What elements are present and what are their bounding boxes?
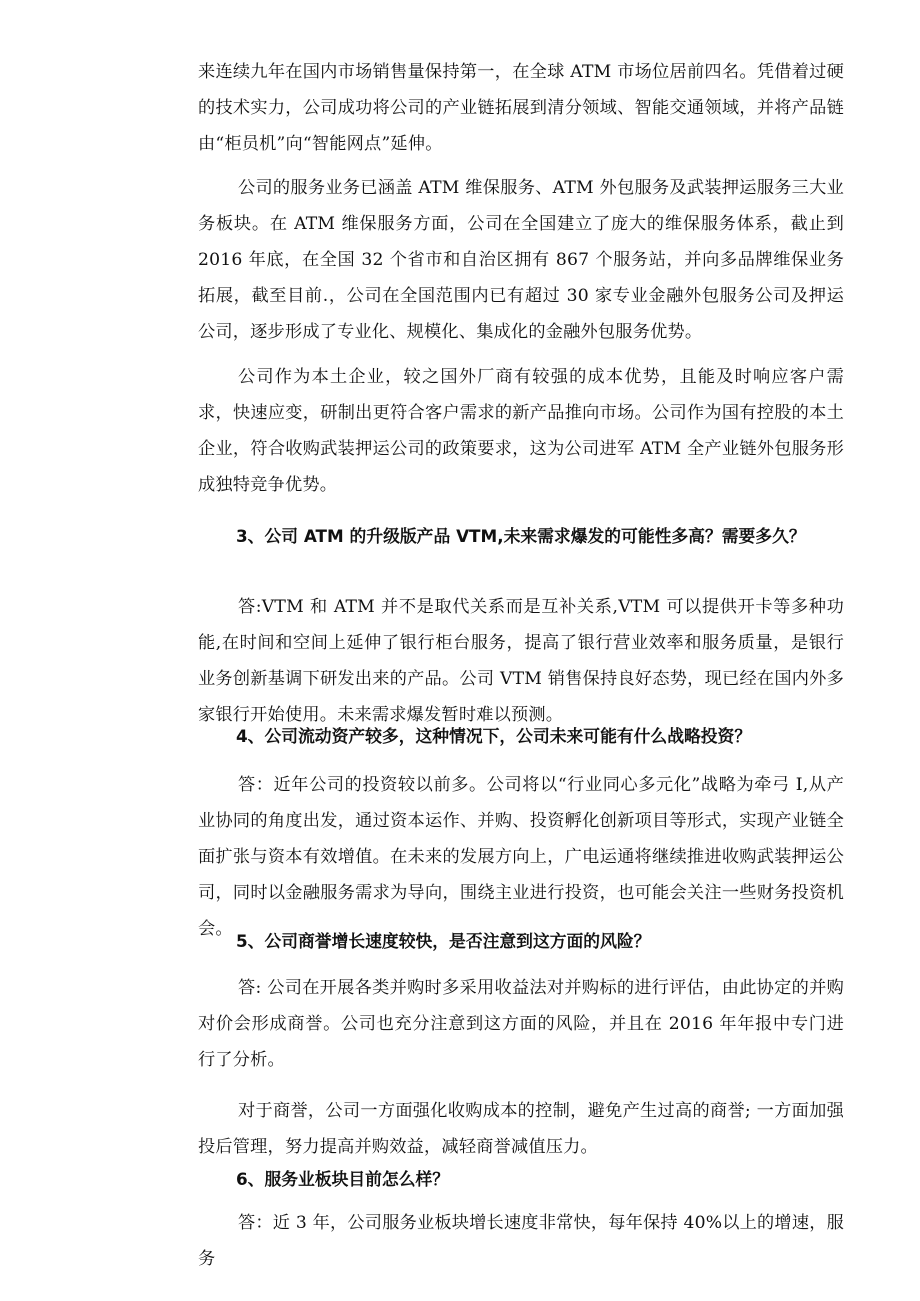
question-heading-3: 3、公司 ATM 的升级版产品 VTM,未来需求爆发的可能性多高？需要多久？ <box>236 526 806 546</box>
paragraph-goodwill-control: 对于商誉，公司一方面强化收购成本的控制，避免产生过高的商誉; 一方面加强投后管理，努力提高并购效益，减轻商誉减值压力。 <box>198 1101 844 1157</box>
question-heading-5: 5、公司商誉增长速度较快，是否注意到这方面的风险？ <box>236 931 651 951</box>
answer-paragraph-3: 答:VTM 和 ATM 并不是取代关系而是互补关系,VTM 可以提供开卡等多种功能,在时间和空间上延伸了银行柜台服务，提高了银行营业效率和服务质量，是银行业务创新基调下研发出来的产品。公司 VTM 销售保持良好态势，现已经在国内外多家银行开始使用。未来需求爆发暂时难以预测。 <box>198 597 844 725</box>
answer-paragraph-6: 答：近 3 年，公司服务业板块增长速度非常快，每年保持 40%以上的增速，服务 <box>198 1213 844 1269</box>
answer-paragraph-5: 答: 公司在开展各类并购时多采用收益法对并购标的进行评估，由此协定的并购对价会形成商誉。公司也充分注意到这方面的风险，并且在 2016 年年报中专门进行了分析。 <box>198 978 844 1070</box>
question-heading-6: 6、服务业板块目前怎么样？ <box>236 1169 450 1189</box>
question-heading-4: 4、公司流动资产较多，这种情况下，公司未来可能有什么战略投资？ <box>236 726 752 746</box>
paragraph-atm-market: 来连续九年在国内市场销售量保持第一，在全球 ATM 市场位居前四名。凭借着过硬的技术实力，公司成功将公司的产业链拓展到清分领域、智能交通领域，并将产品链由“柜员机”向“智能网点”延伸。 <box>198 62 844 154</box>
paragraph-local-advantage: 公司作为本土企业，较之国外厂商有较强的成本优势，且能及时响应客户需求，快速应变，研制出更符合客户需求的新产品推向市场。公司作为国有控股的本土企业，符合收购武装押运公司的政策要求，这为公司进军 ATM 全产业链外包服务形成独特竞争优势。 <box>198 367 844 495</box>
paragraph-service-business: 公司的服务业务已涵盖 ATM 维保服务、ATM 外包服务及武装押运服务三大业务板块。在 ATM 维保服务方面，公司在全国建立了庞大的维保服务体系，截止到 2016 年底，在全国 32 个省市和自治区拥有 867 个服务站，并向多品牌维保业务拓展，截至目前.，公司在全国范围内已有超过 30 家专业金融外包服务公司及押运公司，逐步形成了专业化、规模化、集成化的金融外包服务优势。 <box>198 178 844 342</box>
answer-paragraph-4: 答：近年公司的投资较以前多。公司将以“行业同心多元化”战略为牵弓 I,从产业协同的角度出发，通过资本运作、并购、投资孵化创新项目等形式，实现产业链全面扩张与资本有效增值。在未来的发展方向上，广电运通将继续推进收购武装押运公司，同时以金融服务需求为导向，围绕主业进行投资，也可能会关注一些财务投资机会。 <box>198 775 844 939</box>
